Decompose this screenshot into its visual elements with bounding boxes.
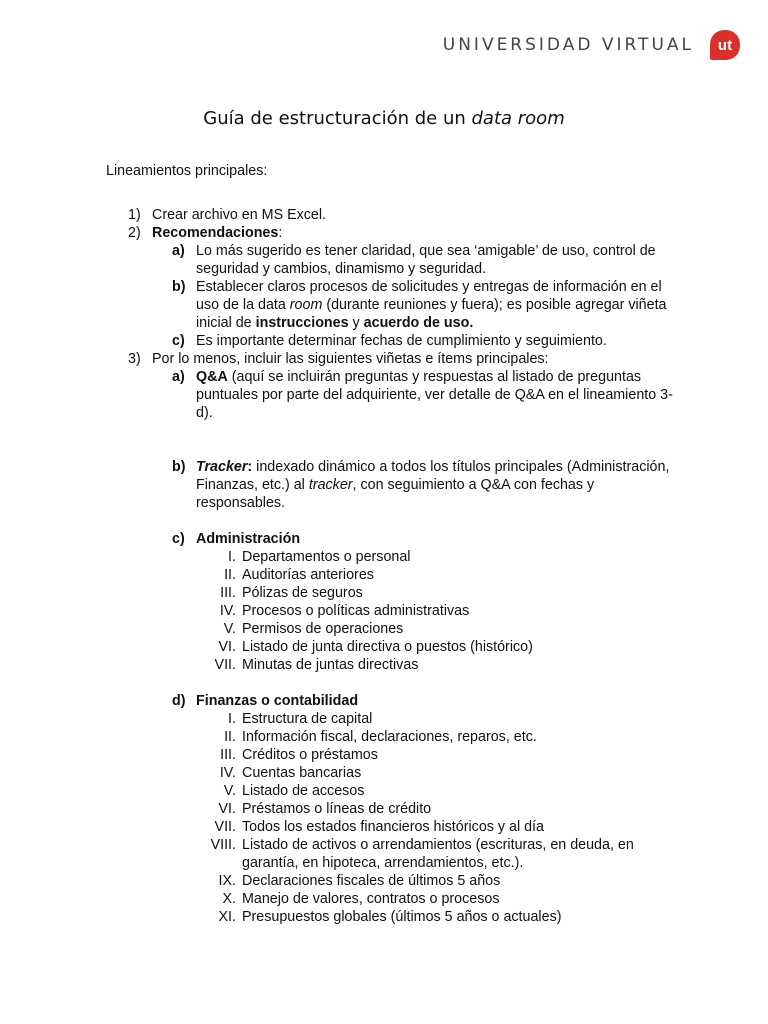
finance-text: Cuentas bancarias xyxy=(242,765,362,781)
finance-item xyxy=(204,746,676,764)
finance-heading: Finanzas o contabilidad xyxy=(196,693,359,709)
administration-item xyxy=(204,656,676,674)
finance-list xyxy=(106,710,676,926)
finance-text: Presupuestos globales (últimos 5 años o actuales) xyxy=(242,909,562,925)
finance-item xyxy=(204,872,676,890)
finance-numeral: I. xyxy=(228,711,236,727)
administration-text: Pólizas de seguros xyxy=(242,585,363,601)
brand-header xyxy=(443,28,742,62)
finance-numeral: VII. xyxy=(214,819,236,835)
finance-item xyxy=(204,818,676,836)
administration-text: Permisos de operaciones xyxy=(242,621,404,637)
finance-numeral: XI. xyxy=(218,909,236,925)
finance-item xyxy=(204,710,676,728)
list-item-3b: b) Tracker: indexado dinámico a todos los títulos principales (Administración, Finanzas, etc.) al tracker, con seguimiento a Q&A con fechas y responsables. xyxy=(172,459,670,511)
svg-text:ut: ut xyxy=(717,37,733,54)
list-item-2a: a) Lo más sugerido es tener claridad, que sea ‘amigable’ de uso, control de seguridad y cambios, dinamismo y seguridad. xyxy=(172,243,656,277)
finance-numeral: X. xyxy=(222,891,236,907)
list-item-3d: d) Finanzas o contabilidad xyxy=(172,693,359,709)
finance-text: Información fiscal, declaraciones, reparos, etc. xyxy=(242,729,537,745)
finance-text: Préstamos o líneas de crédito xyxy=(242,801,432,817)
finance-item xyxy=(204,836,676,872)
finance-item xyxy=(204,782,676,800)
finance-item xyxy=(204,908,676,926)
finance-numeral: IV. xyxy=(219,765,236,781)
administration-heading: Administración xyxy=(196,531,301,547)
list-item-2b: b) Establecer claros procesos de solicitudes y entregas de información en el uso de la data room (durante reuniones y fuera); es posible agregar viñeta inicial de instrucciones y acuerdo de uso. xyxy=(172,279,667,331)
list-item-3: 3) Por lo menos, incluir las siguientes viñetas e ítems principales: xyxy=(128,351,549,367)
administration-text: Auditorías anteriores xyxy=(242,567,374,583)
administration-numeral: IV. xyxy=(219,603,236,619)
finance-numeral: VI. xyxy=(218,801,236,817)
administration-item xyxy=(204,584,676,602)
finance-numeral: III. xyxy=(220,747,236,763)
administration-text: Procesos o políticas administrativas xyxy=(242,603,470,619)
administration-item xyxy=(204,602,676,620)
finance-numeral: VIII. xyxy=(210,837,236,853)
administration-numeral: II. xyxy=(224,567,236,583)
administration-numeral: VII. xyxy=(214,657,236,673)
list-item-2: 2) Recomendaciones: xyxy=(128,225,283,241)
finance-text: Manejo de valores, contratos o procesos xyxy=(242,891,500,907)
administration-item xyxy=(204,638,676,656)
finance-numeral: II. xyxy=(224,729,236,745)
administration-numeral: III. xyxy=(220,585,236,601)
finance-item xyxy=(204,764,676,782)
university-logo-icon xyxy=(708,28,742,62)
finance-numeral: IX. xyxy=(218,873,236,889)
title-italic: data room xyxy=(471,108,565,129)
finance-item xyxy=(204,890,676,908)
list-item-3c: c) Administración xyxy=(172,531,301,547)
finance-numeral: V. xyxy=(223,783,236,799)
administration-text: Minutas de juntas directivas xyxy=(242,657,419,673)
list-item-3a: a) Q&A (aquí se incluirán preguntas y respuestas al listado de preguntas puntuales por parte del adquiriente, ver detalle de Q&A en el lineamiento 3-d). xyxy=(172,369,673,421)
page-title: Guía de estructuración de un data room xyxy=(203,108,565,129)
administration-numeral: V. xyxy=(223,621,236,637)
administration-text: Listado de junta directiva o puestos (histórico) xyxy=(242,639,533,655)
finance-text: Listado de accesos xyxy=(242,783,365,799)
finance-text: Todos los estados financieros históricos y al día xyxy=(242,819,544,835)
finance-text: Listado de activos o arrendamientos (escrituras, en deuda, en garantía, en hipoteca, arrendamientos, etc.). xyxy=(242,837,634,871)
administration-numeral: VI. xyxy=(218,639,236,655)
finance-text: Créditos o préstamos xyxy=(242,747,378,763)
intro-text: Lineamientos principales: xyxy=(106,163,268,179)
recommendations-label: Recomendaciones xyxy=(152,225,279,241)
finance-text: Declaraciones fiscales de últimos 5 años xyxy=(242,873,501,889)
administration-item xyxy=(204,620,676,638)
finance-text: Estructura de capital xyxy=(242,711,373,727)
list-item-1: 1) Crear archivo en MS Excel. xyxy=(128,207,327,223)
administration-item xyxy=(204,566,676,584)
finance-item xyxy=(204,800,676,818)
administration-numeral: I. xyxy=(228,549,236,565)
brand-name: UNIVERSIDAD VIRTUAL xyxy=(442,35,694,55)
administration-list xyxy=(106,548,676,674)
administration-text: Departamentos o personal xyxy=(242,549,411,565)
list-item-2c: c) Es importante determinar fechas de cumplimiento y seguimiento. xyxy=(172,333,607,349)
administration-item xyxy=(204,548,676,566)
document-body xyxy=(106,162,676,926)
finance-item xyxy=(204,728,676,746)
